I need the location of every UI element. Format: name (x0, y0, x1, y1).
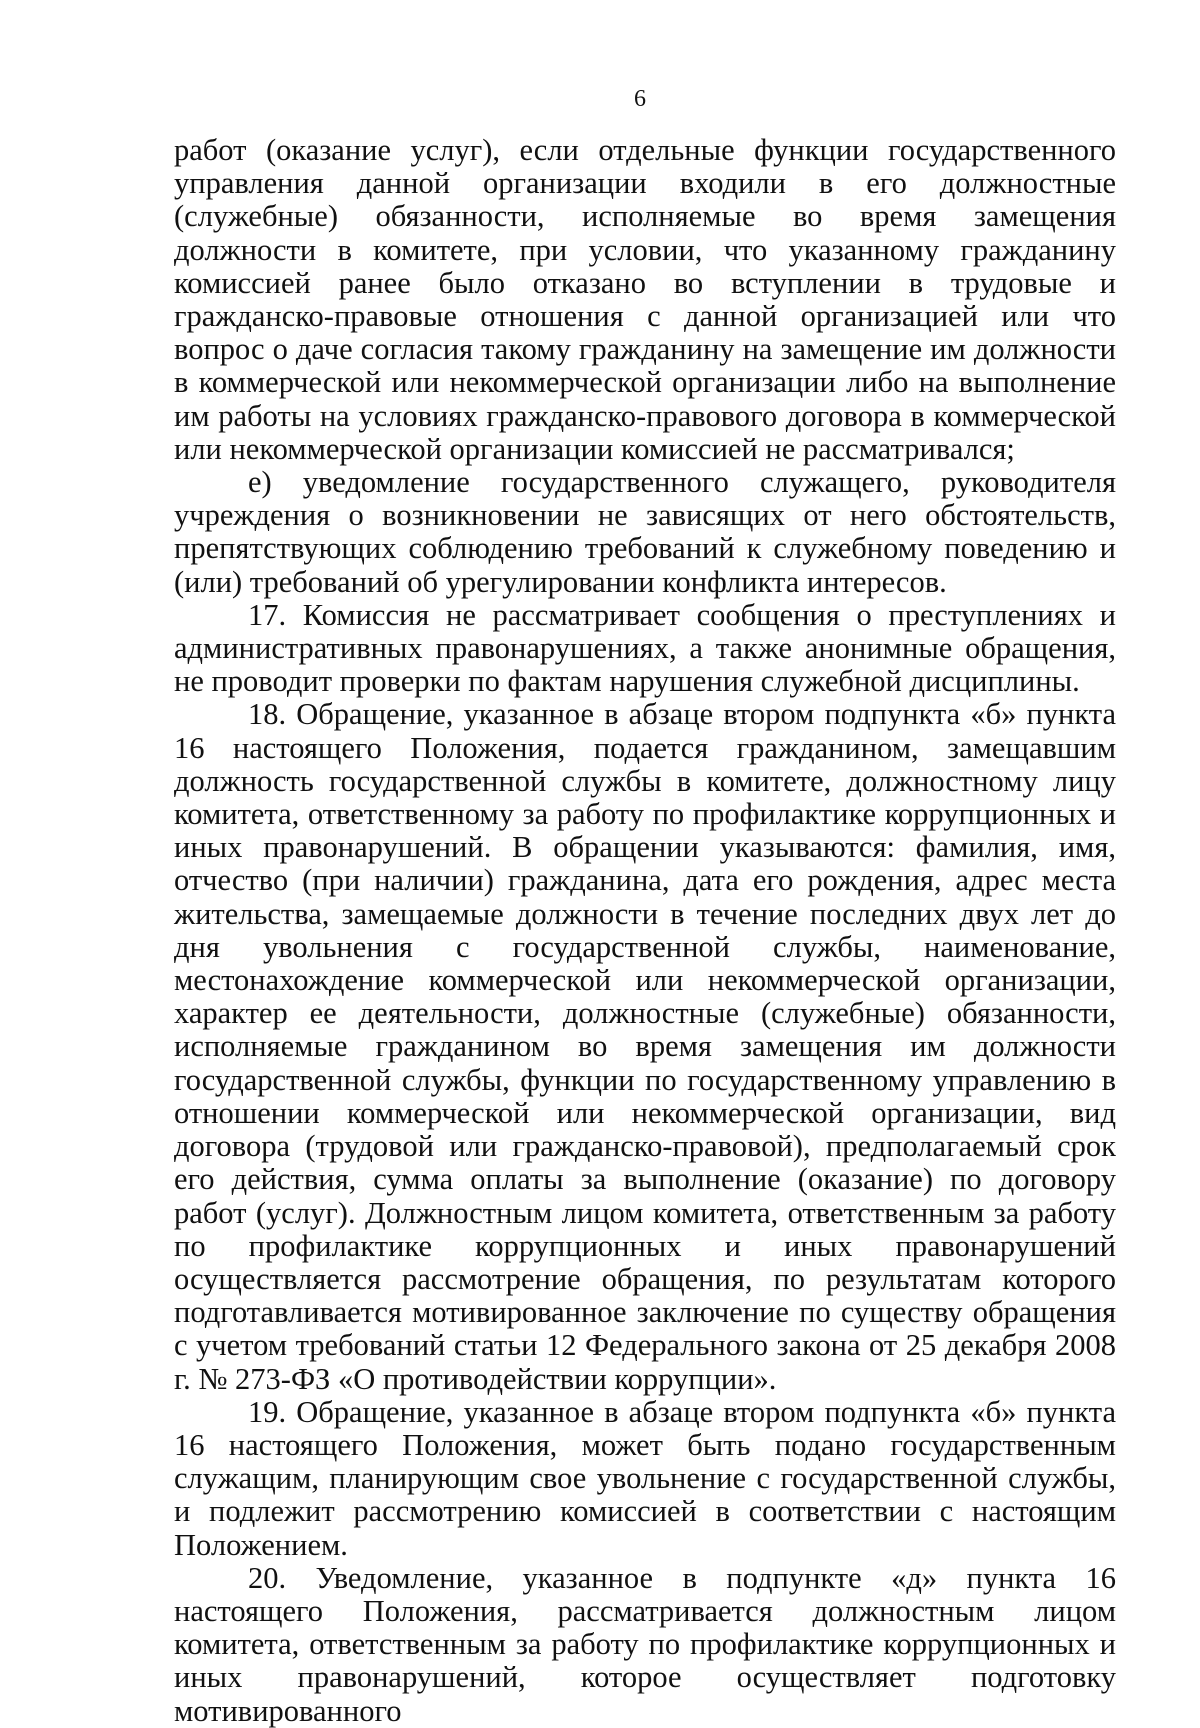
page-number: 6 (634, 86, 646, 112)
paragraph-19: 19. Обращение, указанное в абзаце втором подпункта «б» пункта 16 настоящего Положения, может быть подано государственным служащим, планирующим свое увольнение с государственной службы, и подлежит рассмотрению комиссией в соответствии с настоящим Положением. (174, 1394, 1116, 1562)
document-body (174, 134, 1116, 1728)
paragraph-20: 20. Уведомление, указанное в подпункте «д» пункта 16 настоящего Положения, рассматривается должностным лицом комитета, ответственным за работу по профилактике коррупционных и иных правонарушений, которое осуществляет подготовку мотивированного (174, 1560, 1116, 1728)
paragraph-item-e: е) уведомление государственного служащего, руководителя учреждения о возникновении не зависящих от него обстоятельств, препятствующих соблюдению требований к служебному поведению и (или) требований об урегулировании конфликта интересов. (174, 465, 1116, 599)
paragraph-continuation: работ (оказание услуг), если отдельные функции государственного управления данной организации входили в его должностные (служебные) обязанности, исполняемые во время замещения должности в комитете, при условии, что указанному гражданину комиссией ранее было отказано во вступлении в трудовые и гражданско-правовые отношения с данной организацией или что вопрос о даче согласия такому гражданину на замещение им должности в коммерческой или некоммерческой организации либо на выполнение им работы на условиях гражданско-правового договора в коммерческой или некоммерческой организации комиссией не рассматривался; (174, 133, 1116, 466)
paragraph-18: 18. Обращение, указанное в абзаце втором подпункта «б» пункта 16 настоящего Положения, подается гражданином, замещавшим должность государственной службы в комитете, должностному лицу комитета, ответственному за работу по профилактике коррупционных и иных правонарушений. В обращении указываются: фамилия, имя, отчество (при наличии) гражданина, дата его рождения, адрес места жительства, замещаемые должности в течение последних двух лет до дня увольнения с государственной службы, наименование, местонахождение коммерческой или некоммерческой организации, характер ее деятельности, должностные (служебные) обязанности, исполняемые гражданином во время замещения им должности государственной службы, функции по государственному управлению в отношении коммерческой или некоммерческой организации, вид договора (трудовой или гражданско-правовой), предполагаемый срок его действия, сумма оплаты за выполнение (оказание) по договору работ (услуг). Должностным лицом комитета, ответственным за работу по профилактике коррупционных и иных правонарушений осуществляется рассмотрение обращения, по результатам которого подготавливается мотивированное заключение по существу обращения с учетом требований статьи 12 Федерального закона от 25 декабря 2008 г. № 273-ФЗ «О противодействии коррупции». (174, 697, 1116, 1396)
paragraph-17: 17. Комиссия не рассматривает сообщения о преступлениях и административных правонарушениях, а также анонимные обращения, не проводит проверки по фактам нарушения служебной дисциплины. (174, 597, 1116, 699)
